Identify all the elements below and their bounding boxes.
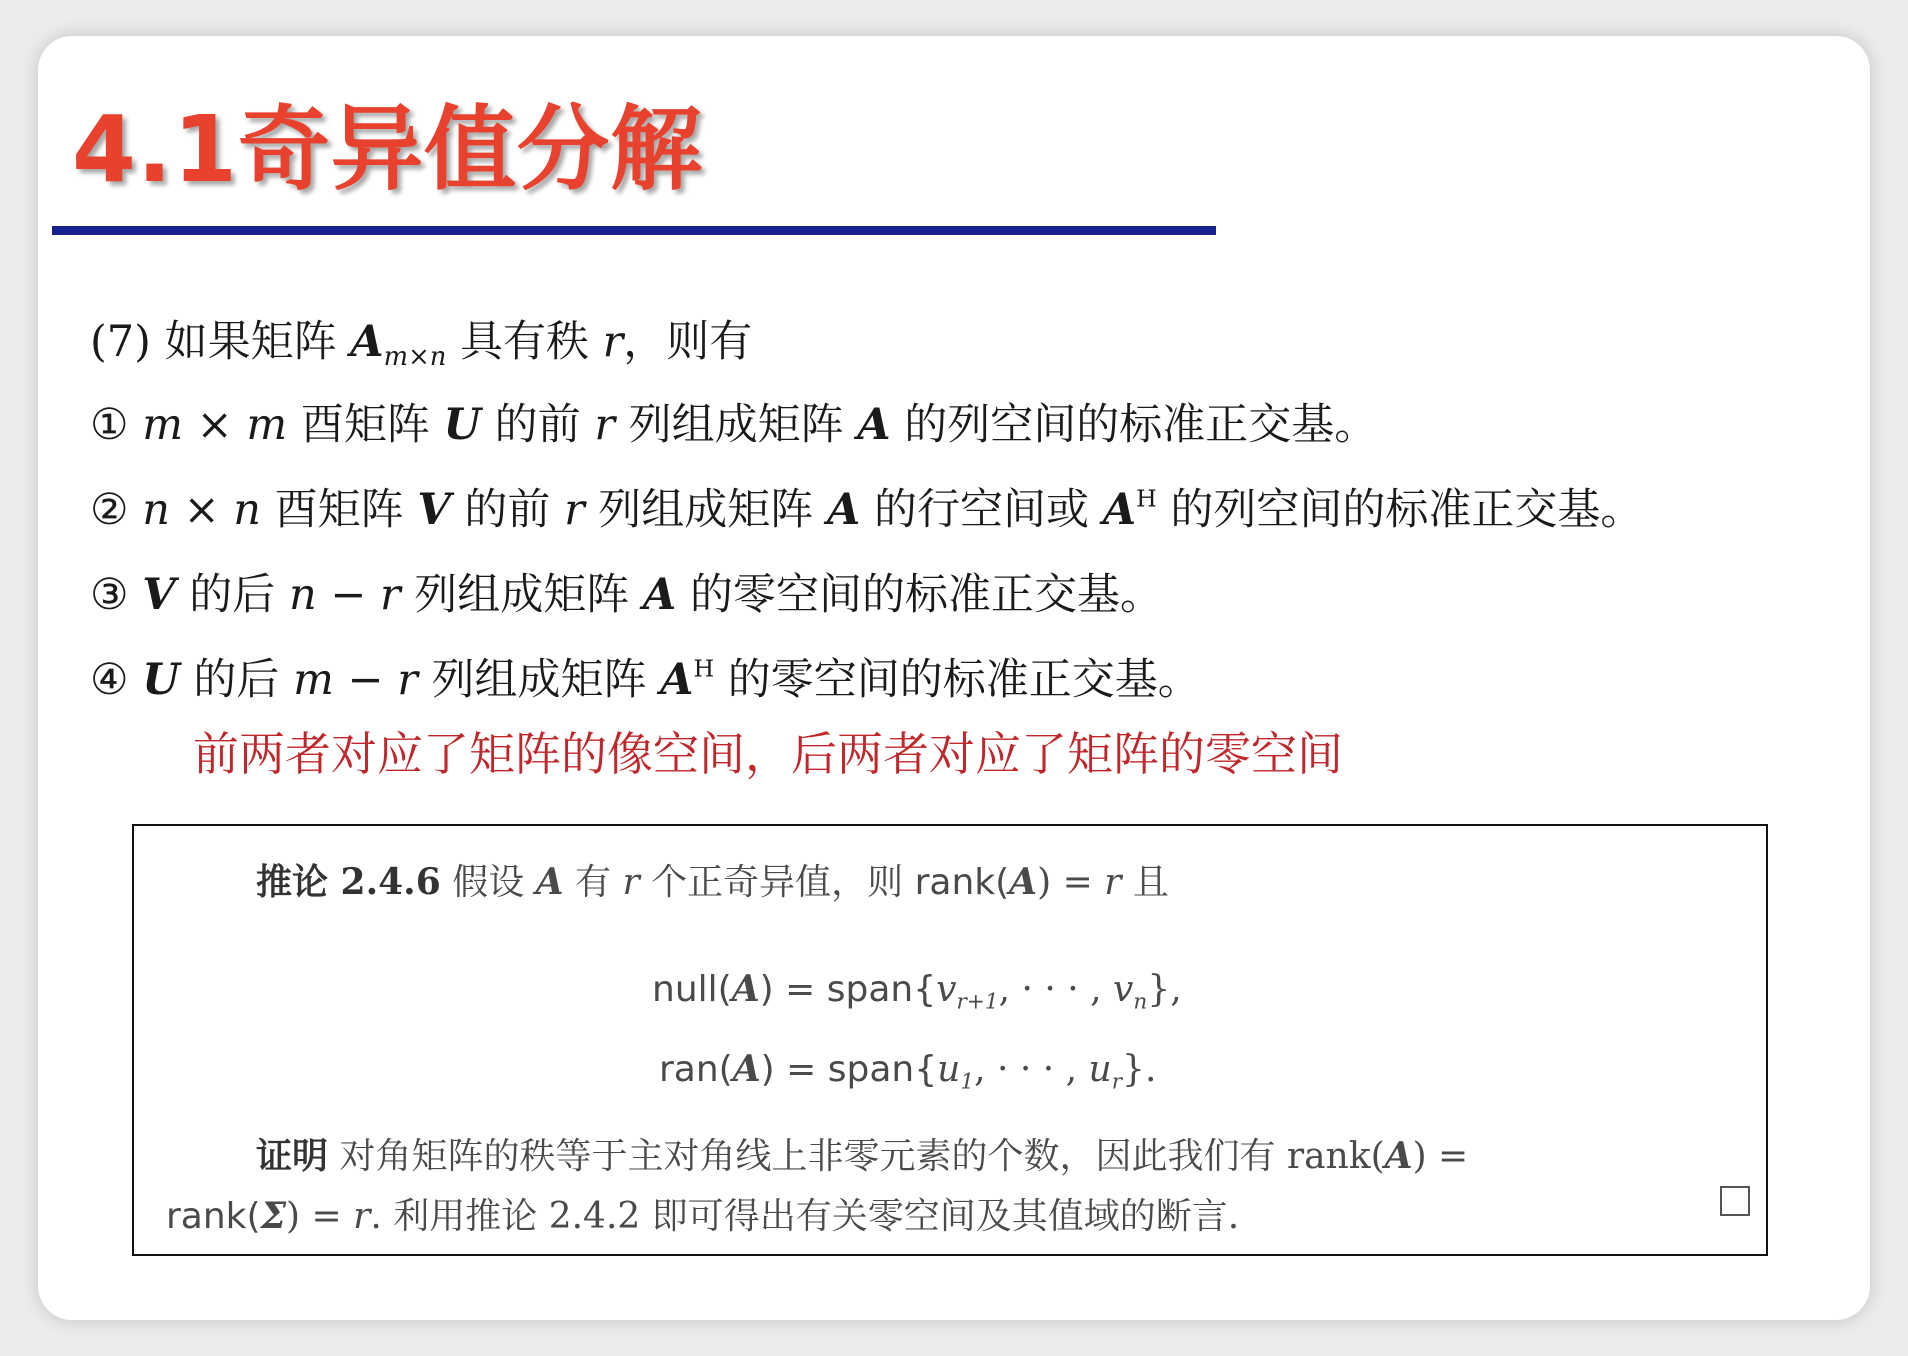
proof-text-1-end: ) =	[1412, 1136, 1469, 1177]
item-7-prefix: (7) 如果矩阵	[90, 317, 351, 367]
eq2-end: }.	[1122, 1049, 1157, 1090]
item-3	[90, 561, 1163, 622]
item-2-text-2: 的前	[450, 485, 565, 535]
item-7-suffix: ，则有	[623, 317, 753, 367]
item-2-text-1: 酉矩阵	[261, 485, 418, 535]
title-underline	[52, 226, 1216, 235]
item-7	[90, 308, 752, 372]
item-3-marker: ③	[90, 570, 129, 620]
item-2-r: r	[564, 485, 585, 535]
item-2-dims: n × n	[142, 485, 261, 535]
item-1-text-3: 列组成矩阵	[614, 400, 858, 450]
eq1-mid: ) = span{	[759, 969, 937, 1010]
item-1-text-1: 酉矩阵	[287, 400, 444, 450]
eq2-dots: , · · · ,	[974, 1049, 1089, 1090]
item-3-text-3: 的零空间的标准正交基。	[676, 570, 1163, 620]
item-1-text-2: 的前	[481, 400, 595, 450]
item-4-ah-sup: H	[693, 654, 715, 683]
item-1-marker: ①	[90, 400, 129, 450]
corollary-a: A	[535, 861, 564, 903]
item-4-marker: ④	[90, 655, 129, 705]
corollary-r: r	[622, 862, 640, 903]
eq1-lhs: null(	[652, 969, 732, 1010]
item-1-text-4: 的列空间的标准正交基。	[890, 400, 1378, 450]
item-2-marker: ②	[90, 485, 129, 535]
item-2-ah: A	[1102, 485, 1137, 535]
eq1-sub-1: r+1	[956, 989, 999, 1015]
proof-text-2c: . 利用推论 2.4.2 即可得出有关零空间及其值域的断言.	[370, 1196, 1240, 1237]
matrix-a: A	[350, 317, 384, 367]
corollary-statement	[256, 854, 1169, 905]
matrix-v: V	[417, 485, 451, 535]
proof-text-1: 对角矩阵的秩等于主对角线上非零元素的个数，因此我们有 rank(	[328, 1136, 1385, 1177]
eq2-lhs: ran(	[659, 1049, 733, 1090]
item-3-v: V	[142, 570, 176, 620]
slide-title: 4.1奇异值分解	[72, 96, 703, 203]
item-4-text-3: 的零空间的标准正交基。	[714, 655, 1201, 705]
corollary-text-1: 假设	[440, 862, 536, 903]
eq2-sub-2: r	[1111, 1069, 1123, 1095]
eq2-u: u	[937, 1049, 961, 1090]
item-2-a: A	[826, 485, 861, 535]
item-1	[90, 391, 1377, 452]
item-4	[90, 646, 1201, 707]
corollary-text-2: 有	[563, 862, 623, 903]
eq2-sub-1: 1	[960, 1069, 975, 1095]
null-space-equation	[652, 968, 1182, 1015]
eq1-a: A	[731, 968, 760, 1010]
corollary-label: 推论 2.4.6	[256, 861, 441, 903]
proof-sigma: Σ	[260, 1195, 287, 1237]
item-2-text-4: 的行空间或	[860, 485, 1103, 535]
item-2	[90, 476, 1643, 537]
matrix-u: U	[443, 400, 481, 450]
item-4-text-2: 列组成矩阵	[417, 655, 661, 705]
proof-text-2b: ) =	[286, 1196, 354, 1237]
corollary-rank-a: A	[1009, 861, 1038, 903]
proof-label: 证明	[256, 1135, 329, 1177]
rank-r: r	[602, 317, 624, 367]
item-1-r: r	[594, 400, 615, 450]
range-equation	[659, 1048, 1156, 1095]
qed-box-icon	[1720, 1186, 1750, 1216]
slide	[38, 36, 1870, 1320]
corollary-text-3: 个正奇异值，则	[639, 862, 915, 903]
proof-rank-fn: rank(	[166, 1196, 261, 1237]
matrix-a-sub: m×n	[383, 342, 447, 373]
eq1-v: v	[936, 969, 957, 1010]
proof-a: A	[1384, 1135, 1413, 1177]
item-1-a: A	[857, 400, 891, 450]
corollary-text-5: 且	[1121, 862, 1169, 903]
eq1-end: },	[1147, 969, 1182, 1010]
item-4-text-1: 的后	[179, 655, 294, 705]
item-4-ah: A	[660, 655, 694, 705]
item-2-text-3: 列组成矩阵	[584, 485, 827, 535]
corollary-text-4: ) =	[1037, 862, 1105, 903]
corollary-rank-fn: rank(	[914, 862, 1010, 903]
eq2-a: A	[732, 1048, 761, 1090]
item-3-text-2: 列组成矩阵	[400, 570, 643, 620]
item-7-mid: 具有秩	[446, 317, 603, 367]
eq1-v-2: v	[1113, 969, 1134, 1010]
item-1-dims: m × m	[142, 400, 288, 450]
eq2-u-2: u	[1088, 1049, 1112, 1090]
item-2-text-5: 的列空间的标准正交基。	[1156, 485, 1644, 535]
corollary-rank-r: r	[1104, 862, 1122, 903]
corollary-box	[132, 824, 1768, 1256]
eq1-sub-2: n	[1133, 989, 1148, 1015]
item-2-ah-sup: H	[1136, 484, 1157, 513]
item-4-expr: m − r	[293, 655, 418, 705]
summary-note: 前两者对应了矩阵的像空间，后两者对应了矩阵的零空间	[193, 727, 1343, 781]
proof-r: r	[353, 1196, 371, 1237]
item-3-expr: n − r	[288, 570, 401, 620]
item-3-text-1: 的后	[175, 570, 289, 620]
item-4-u: U	[142, 655, 180, 705]
eq1-dots: , · · · ,	[998, 969, 1114, 1010]
proof-line-2	[166, 1188, 1239, 1239]
eq2-mid: ) = span{	[760, 1049, 938, 1090]
proof-line-1	[256, 1128, 1468, 1179]
item-3-a: A	[642, 570, 677, 620]
